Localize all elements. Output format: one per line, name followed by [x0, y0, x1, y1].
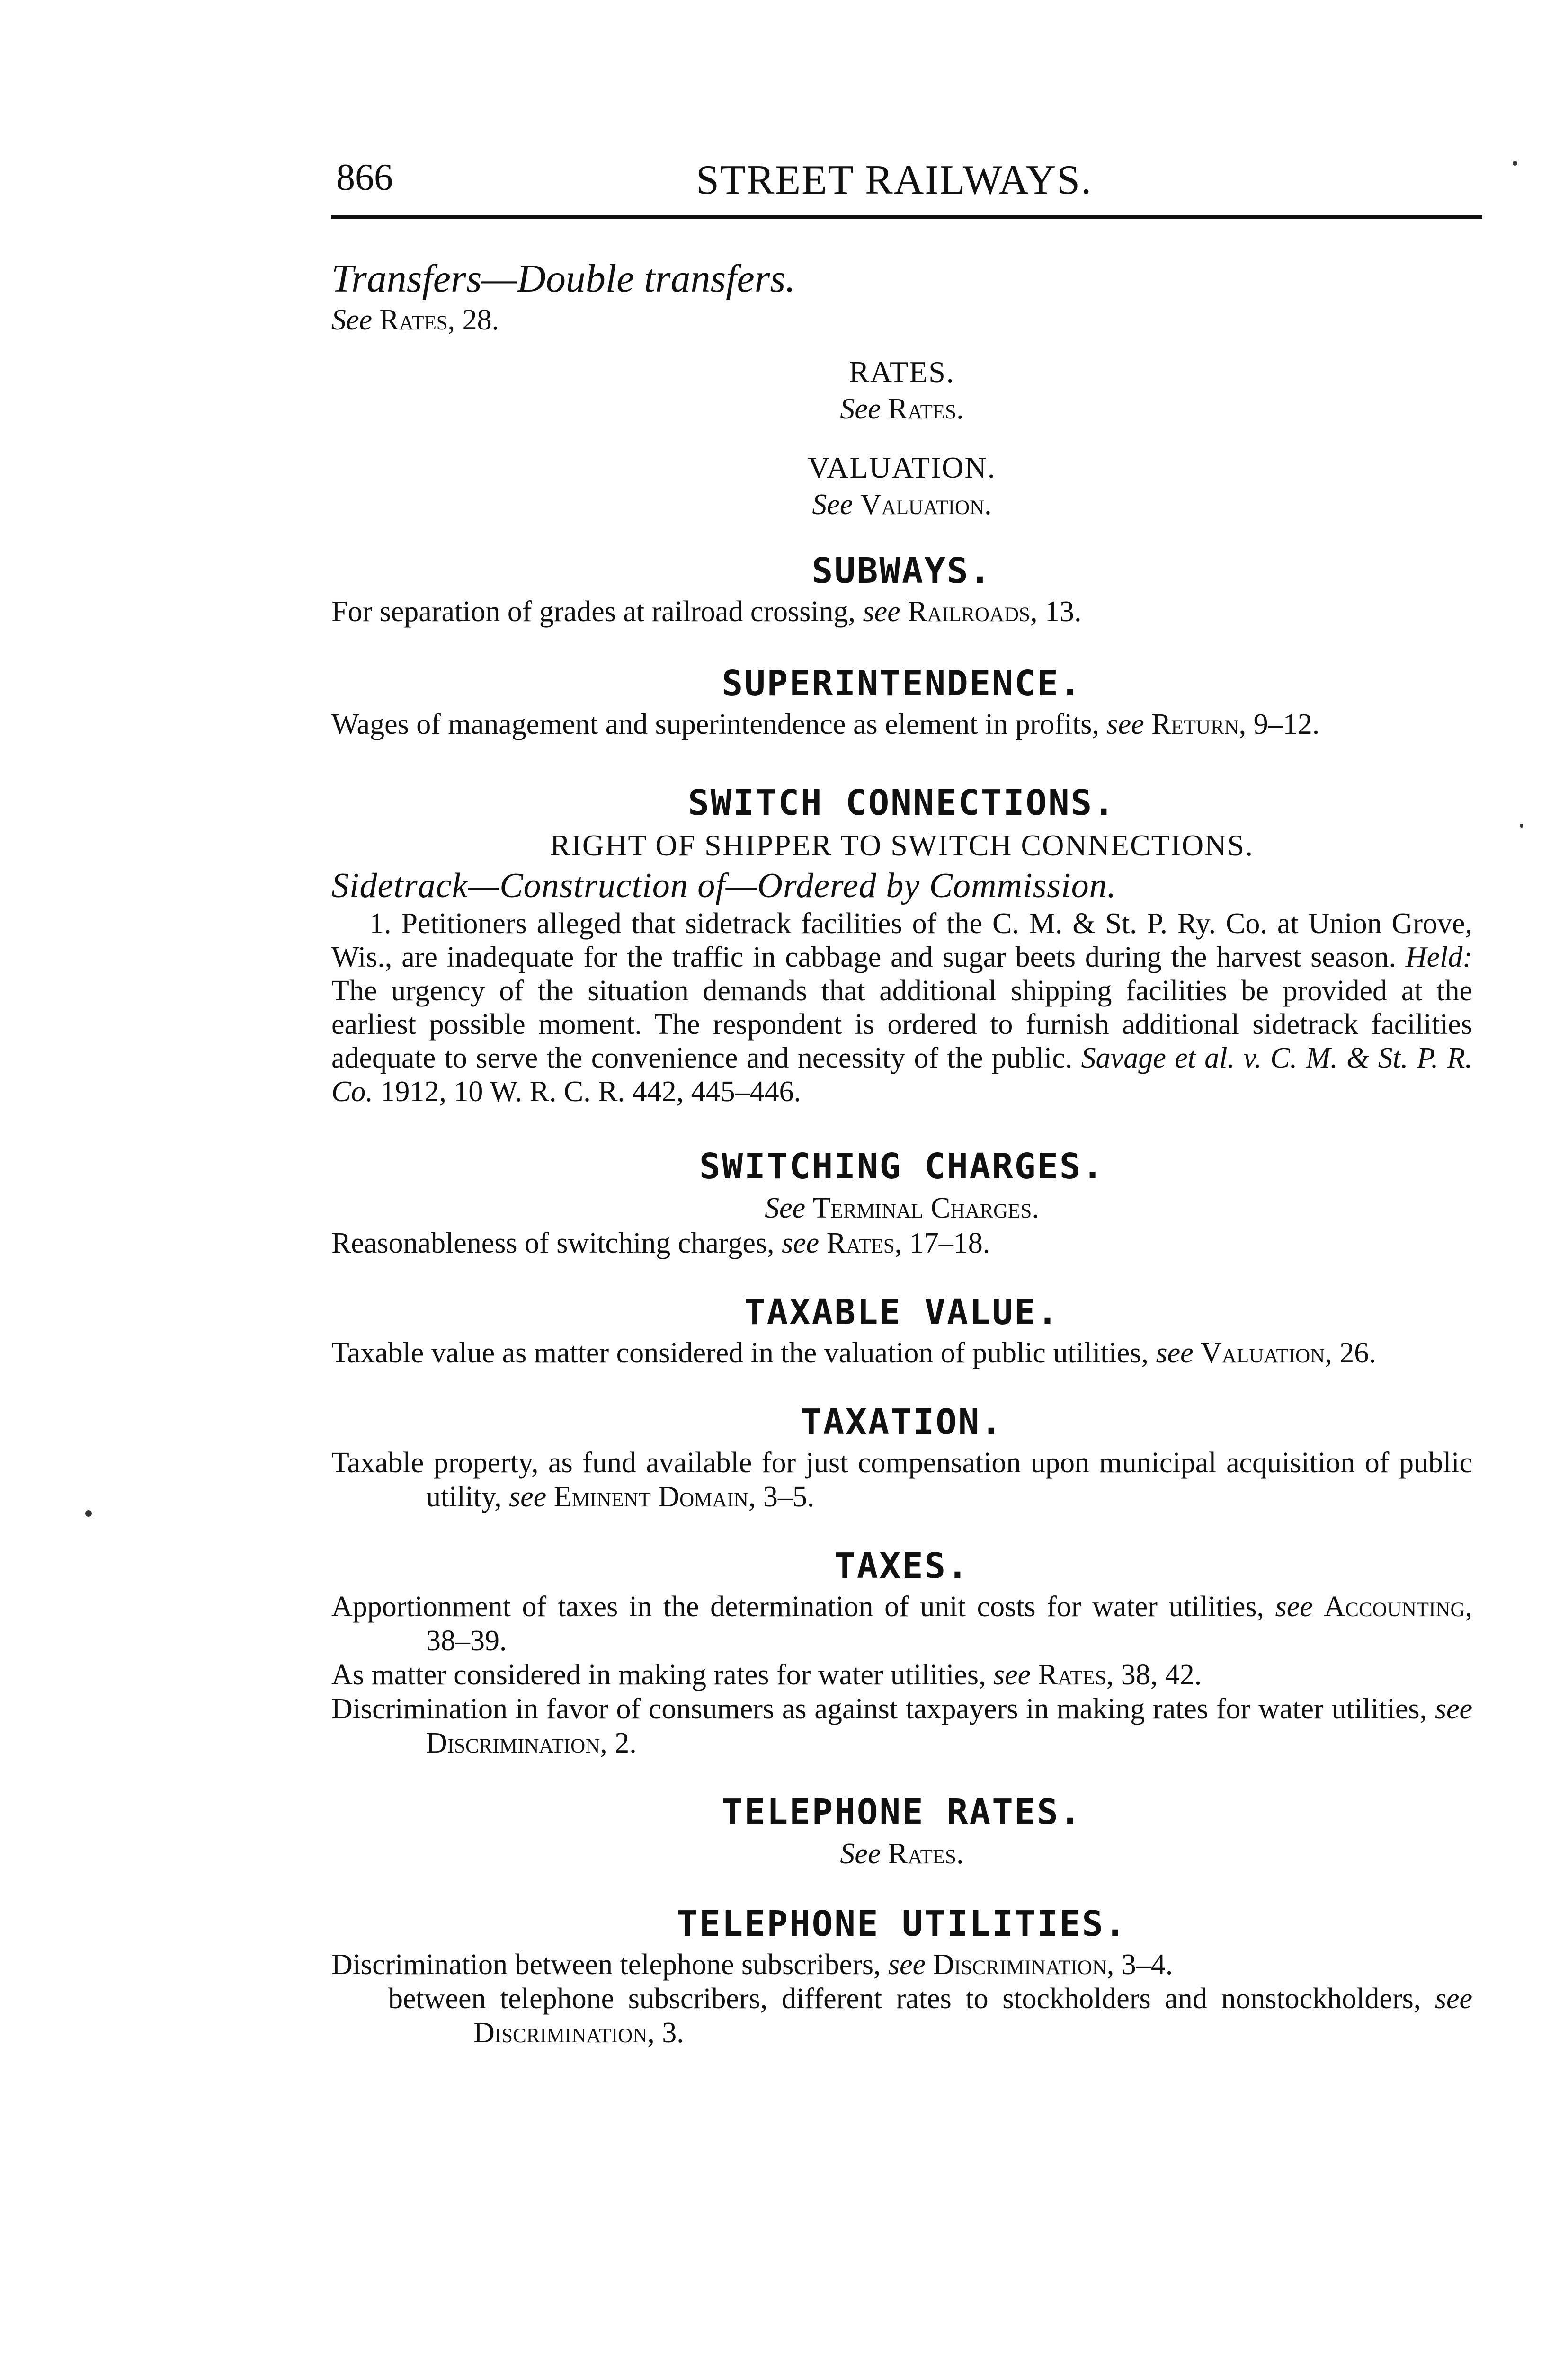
telephone-rates-heading: TELEPHONE RATES. [722, 1792, 1082, 1833]
taxable-value-heading: TAXABLE VALUE. [744, 1292, 1060, 1333]
see-label: see [1434, 1983, 1473, 2015]
scan-speck [1513, 161, 1517, 166]
section-switching-charges [331, 1143, 1472, 1260]
taxes-entry [331, 1692, 1472, 1760]
see-suffix: , 26. [1325, 1337, 1376, 1369]
see-label: see [888, 1949, 926, 1981]
see-suffix: , 38, 42. [1106, 1659, 1202, 1691]
see-label: see [509, 1481, 547, 1513]
see-label: See [331, 304, 373, 336]
see-suffix: , 3–4. [1106, 1949, 1173, 1981]
see-suffix: . [956, 1838, 964, 1870]
entry-text: Taxable value as matter considered in the valuation of public utilities, [331, 1337, 1149, 1369]
see-target: Rates [888, 393, 957, 425]
switching-charges-entry [331, 1226, 1472, 1260]
telephone-utilities-subentry [331, 1982, 1472, 2050]
page-number: 866 [336, 157, 393, 198]
rates-heading: RATES. [849, 355, 955, 389]
see-target: Discrimination [426, 1727, 600, 1759]
section-transfers [331, 256, 1472, 338]
see-suffix: . [956, 393, 964, 425]
see-suffix: , 28. [447, 304, 499, 336]
entry-text: between telephone subscribers, different rates to stockholders and nonstockholders, [388, 1983, 1421, 2015]
section-telephone-rates [331, 1789, 1472, 1872]
see-target: Rates [379, 304, 448, 336]
see-target: Railroads [908, 596, 1030, 628]
valuation-see-line [331, 487, 1472, 523]
section-telephone-utilities [331, 1900, 1472, 2050]
switching-charges-heading: SWITCHING CHARGES. [699, 1146, 1105, 1187]
section-taxable-value [331, 1289, 1472, 1370]
entry-text: Discrimination between telephone subscribers, [331, 1949, 881, 1981]
see-suffix: , 38–39. [426, 1591, 1473, 1657]
entry-text: For separation of grades at railroad crossing, [331, 596, 856, 628]
transfers-heading: Transfers—Double transfers. [331, 257, 796, 301]
taxes-heading: TAXES. [834, 1546, 970, 1586]
switching-charges-see-line [331, 1190, 1472, 1226]
held-label: Held: [1405, 941, 1472, 973]
index-content [331, 256, 1472, 2050]
superintendence-heading: SUPERINTENDENCE. [722, 663, 1082, 704]
see-target: Return [1151, 708, 1239, 740]
header-rule [331, 215, 1482, 219]
see-target: Accounting [1324, 1591, 1465, 1623]
para-text-2: The urgency of the situation demands that additional shipping facilities be provided at the earliest possible moment. The respondent is ordered to furnish additional sidetrack facilities adequate to serve the convenience and necessity of the public. [331, 975, 1472, 1074]
case-name: Savage et al. v. C. M. & St. P. R. Co. [331, 1042, 1472, 1108]
see-target: Terminal Charges [812, 1192, 1032, 1224]
see-suffix: , 13. [1030, 596, 1082, 628]
section-switch-connections [331, 779, 1472, 1109]
see-target: Eminent Domain [553, 1481, 748, 1513]
see-suffix: . [984, 489, 992, 521]
see-label: see [1434, 1693, 1472, 1725]
see-target: Valuation [1201, 1337, 1325, 1369]
transfers-see-line [331, 302, 1472, 338]
see-label: see [863, 596, 900, 628]
see-target: Rates [1038, 1659, 1106, 1691]
case-citation: 1912, 10 W. R. C. R. 442, 445–446. [380, 1076, 802, 1108]
taxation-entry [331, 1446, 1472, 1514]
see-target: Rates [888, 1838, 957, 1870]
section-taxation [331, 1398, 1472, 1514]
scan-speck [1520, 824, 1523, 828]
running-title: STREET RAILWAYS. [696, 157, 1093, 203]
section-rates [331, 353, 1472, 427]
see-target: Rates [826, 1227, 895, 1259]
superintendence-entry [331, 707, 1472, 741]
taxes-entry [331, 1590, 1472, 1658]
running-header [336, 156, 1482, 213]
see-suffix: . [1032, 1192, 1039, 1224]
see-label: see [782, 1227, 820, 1259]
switch-connections-paragraph [331, 907, 1472, 1109]
subways-entry [331, 595, 1472, 629]
section-superintendence [331, 660, 1472, 741]
taxation-heading: TAXATION. [801, 1402, 1003, 1442]
see-suffix: , 3–5. [748, 1481, 815, 1513]
entry-text: Reasonableness of switching charges, [331, 1227, 775, 1259]
telephone-rates-see-line [331, 1836, 1472, 1872]
valuation-heading: VALUATION. [808, 451, 996, 484]
see-target: Discrimination [473, 2017, 648, 2049]
see-label: see [1106, 708, 1144, 740]
taxable-value-entry [331, 1336, 1472, 1370]
see-target: Valuation [860, 489, 985, 521]
see-target: Discrimination [933, 1949, 1107, 1981]
entry-text: As matter considered in making rates for water utilities, [331, 1659, 986, 1691]
rates-see-line [331, 391, 1472, 427]
scan-speck [85, 1510, 92, 1517]
entry-text: Taxable property, as fund available for just compensation upon municipal acquisition of public utility, [331, 1447, 1472, 1513]
see-label: See [840, 1838, 881, 1870]
switch-connections-subheading: RIGHT OF SHIPPER TO SWITCH CONNECTIONS. [550, 828, 1254, 862]
see-suffix: , 17–18. [894, 1227, 990, 1259]
see-label: see [1275, 1591, 1313, 1623]
entry-text: Wages of management and superintendence as element in profits, [331, 708, 1099, 740]
entry-text: Discrimination in favor of consumers as against taxpayers in making rates for water utilities, [331, 1693, 1427, 1725]
switch-connections-heading: SWITCH CONNECTIONS. [688, 783, 1116, 823]
see-label: see [993, 1659, 1031, 1691]
taxes-entry [331, 1658, 1472, 1692]
section-valuation [331, 449, 1472, 523]
see-suffix: , 2. [600, 1727, 637, 1759]
para-text: 1. Petitioners alleged that sidetrack facilities of the C. M. & St. P. Ry. Co. at Union Grove, Wis., are inadequate for the traffic in cabbage and sugar beets during the harvest season. [331, 908, 1472, 973]
telephone-utilities-entry [331, 1948, 1472, 1982]
see-suffix: , 3. [647, 2017, 684, 2049]
see-label: See [840, 393, 881, 425]
see-label: See [765, 1192, 806, 1224]
telephone-utilities-heading: TELEPHONE UTILITIES. [677, 1904, 1127, 1944]
entry-text: Apportionment of taxes in the determination of unit costs for water utilities, [331, 1591, 1264, 1623]
subways-heading: SUBWAYS. [811, 551, 992, 591]
section-subways [331, 547, 1472, 629]
switch-connections-italic-subheading: Sidetrack—Construction of—Ordered by Commission. [331, 866, 1117, 905]
see-label: See [812, 489, 853, 521]
section-taxes [331, 1542, 1472, 1760]
see-label: see [1156, 1337, 1194, 1369]
see-suffix: , 9–12. [1238, 708, 1320, 740]
